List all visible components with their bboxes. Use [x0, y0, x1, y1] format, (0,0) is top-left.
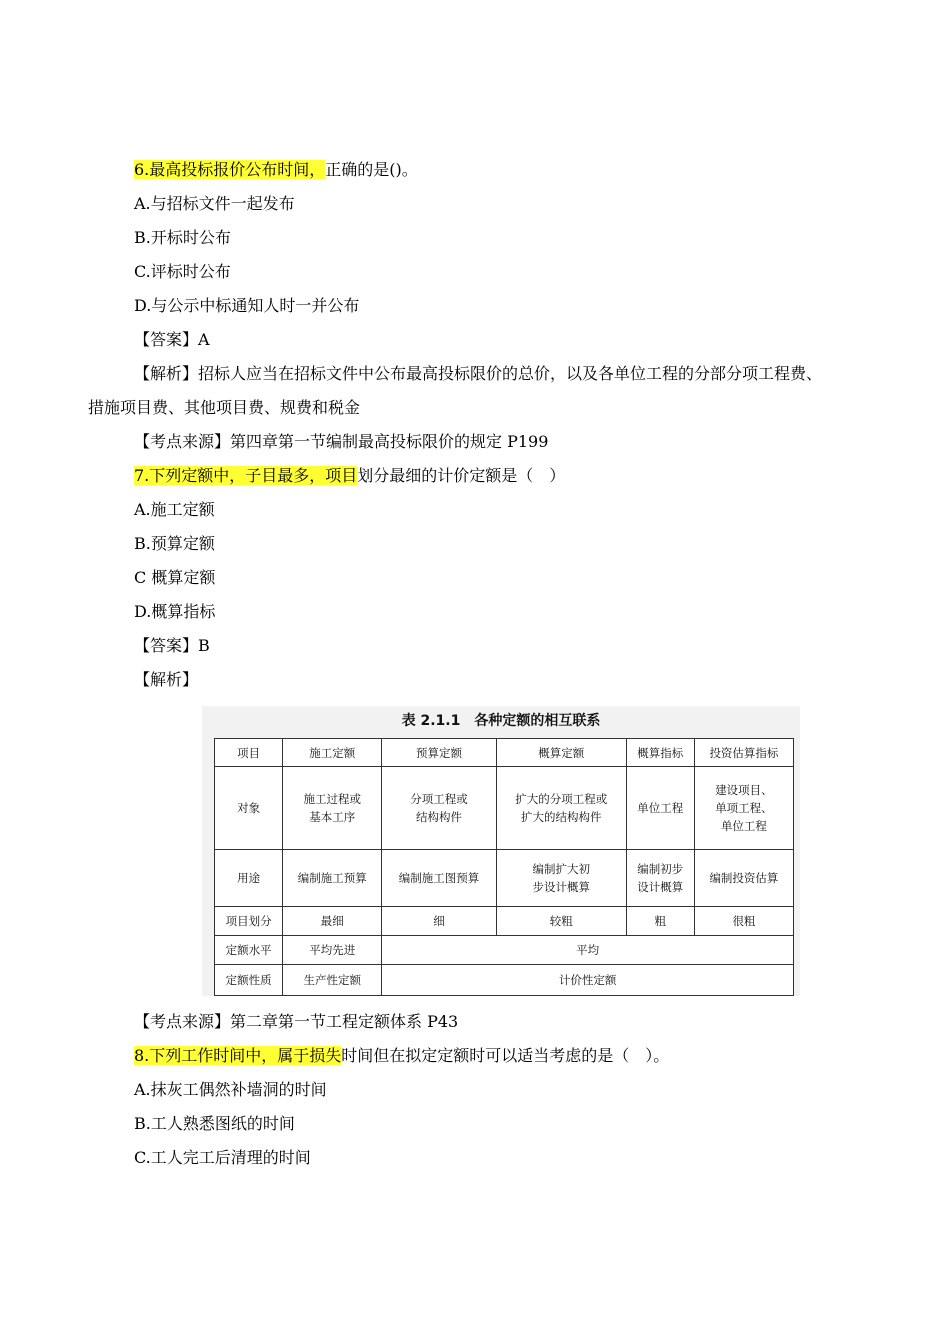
table-header-cell: 项目	[215, 739, 283, 767]
table-row	[215, 850, 794, 907]
table-row	[215, 907, 794, 936]
question-7-answer: 【答案】B	[134, 636, 210, 655]
question-8-option-b: B.工人熟悉图纸的时间	[134, 1114, 295, 1133]
quota-relationship-table	[214, 738, 794, 996]
table-cell-merged: 计价性定额	[382, 965, 794, 996]
question-7-option-b: B.预算定额	[134, 534, 215, 553]
table-header-cell: 概算定额	[496, 739, 626, 767]
question-8-option-a: A.抹灰工偶然补墙洞的时间	[134, 1080, 327, 1099]
table-cell: 最细	[283, 907, 382, 936]
table-cell: 项目划分	[215, 907, 283, 936]
question-7-highlight: 7.下列定额中，子目最多，项目	[134, 466, 358, 485]
table-cell: 粗	[626, 907, 694, 936]
question-6-stem-rest: 正确的是()。	[325, 160, 418, 179]
table-row	[215, 965, 794, 996]
question-8-stem-rest: 时间但在拟定定额时可以适当考虑的是（ ）。	[341, 1046, 670, 1065]
question-6-highlight: 6.最高投标报价公布时间，	[134, 160, 326, 179]
table-cell: 施工过程或 基本工序	[283, 767, 382, 850]
question-6-option-a: A.与招标文件一起发布	[134, 194, 295, 213]
question-7-stem-rest: 划分最细的计价定额是（ ）	[357, 466, 566, 485]
question-6-stem	[134, 159, 418, 181]
question-8-option-c: C.工人完工后清理的时间	[134, 1148, 311, 1167]
table-cell: 对象	[215, 767, 283, 850]
table-cell: 定额水平	[215, 936, 283, 965]
question-8-highlight: 8.下列工作时间中，属于损失	[134, 1046, 342, 1065]
table-cell: 较粗	[496, 907, 626, 936]
table-row	[215, 936, 794, 965]
table-cell: 分项工程或 结构构件	[382, 767, 496, 850]
table-cell: 建设项目、 单项工程、 单位工程	[694, 767, 793, 850]
table-cell: 生产性定额	[283, 965, 382, 996]
table-header-cell: 预算定额	[382, 739, 496, 767]
question-6-option-b: B.开标时公布	[134, 228, 231, 247]
table-cell: 用途	[215, 850, 283, 907]
table-header-cell: 概算指标	[626, 739, 694, 767]
table-cell: 单位工程	[626, 767, 694, 850]
table-cell: 定额性质	[215, 965, 283, 996]
table-cell: 编制初步 设计概算	[626, 850, 694, 907]
table-title: 表 2.1.1 各种定额的相互联系	[401, 713, 601, 729]
table-cell: 编制投资估算	[694, 850, 793, 907]
question-6-option-c: C.评标时公布	[134, 262, 231, 281]
table-header-cell: 投资估算指标	[694, 739, 793, 767]
question-7-option-c: C 概算定额	[134, 568, 216, 587]
table-row	[215, 767, 794, 850]
table-cell: 编制扩大初 步设计概算	[496, 850, 626, 907]
question-6-analysis-line1: 【解析】招标人应当在招标文件中公布最高投标限价的总价，以及各单位工程的分部分项工程费、	[134, 364, 823, 383]
question-6-answer: 【答案】A	[134, 330, 210, 349]
table-header-cell: 施工定额	[283, 739, 382, 767]
table-cell: 很粗	[694, 907, 793, 936]
question-7-stem	[134, 465, 565, 487]
question-6-source: 【考点来源】第四章第一节编制最高投标限价的规定 P199	[134, 432, 549, 451]
question-7-analysis: 【解析】	[134, 670, 199, 689]
table-cell: 编制施工预算	[283, 850, 382, 907]
question-6-analysis-line2: 措施项目费、其他项目费、规费和税金	[88, 398, 361, 417]
table-cell: 扩大的分项工程或 扩大的结构构件	[496, 767, 626, 850]
question-7-source: 【考点来源】第二章第一节工程定额体系 P43	[134, 1012, 459, 1031]
question-8-stem	[134, 1045, 669, 1067]
quota-relationship-figure	[202, 706, 800, 996]
table-cell: 细	[382, 907, 496, 936]
question-7-option-a: A.施工定额	[134, 500, 215, 519]
question-6-option-d: D.与公示中标通知人时一并公布	[134, 296, 360, 315]
table-cell: 平均先进	[283, 936, 382, 965]
table-cell: 编制施工图预算	[382, 850, 496, 907]
table-cell-merged: 平均	[382, 936, 794, 965]
question-7-option-d: D.概算指标	[134, 602, 216, 621]
table-header-row	[215, 739, 794, 767]
